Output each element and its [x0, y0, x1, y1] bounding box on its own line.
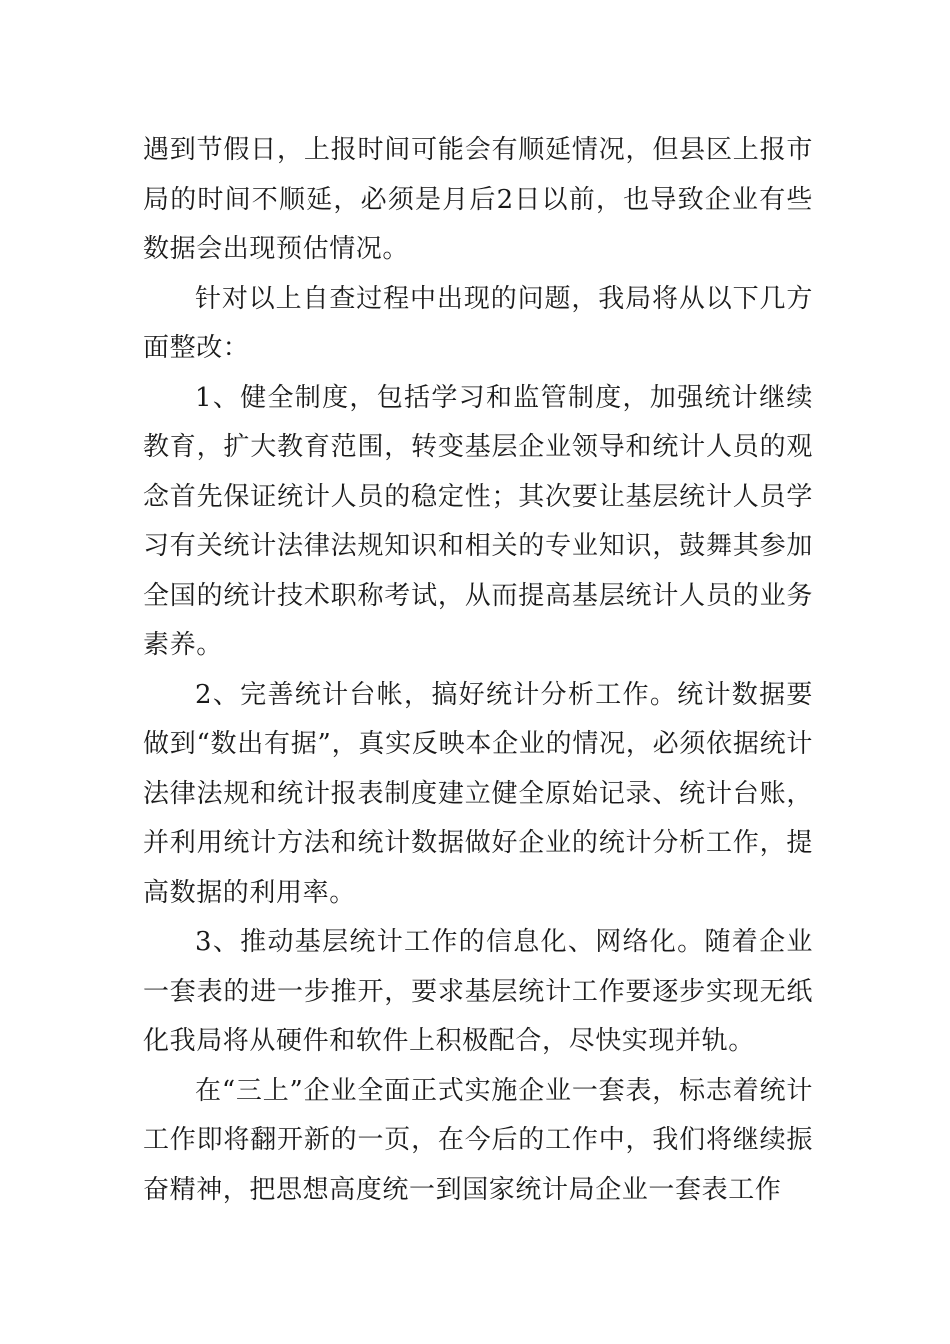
document-body	[143, 126, 813, 1215]
paragraph-conclusion: 在“三上”企业全面正式实施企业一套表，标志着统计工作即将翻开新的一页，在今后的工作中，我们将继续振奋精神，把思想高度统一到国家统计局企业一套表工作	[143, 1075, 813, 1205]
paragraph-continuation: 遇到节假日，上报时间可能会有顺延情况，但县区上报市局的时间不顺延，必须是月后2日以前，也导致企业有些数据会出现预估情况。	[143, 135, 813, 264]
paragraph-item-2: 2、完善统计台帐，搞好统计分析工作。统计数据要做到“数出有据”，真实反映本企业的情况，必须依据统计法律法规和统计报表制度建立健全原始记录、统计台账，并利用统计方法和统计数据做好企业的统计分析工作，提高数据的利用率。	[143, 679, 813, 908]
paragraph-item-3: 3、推动基层统计工作的信息化、网络化。随着企业一套表的进一步推开，要求基层统计工作要逐步实现无纸化我局将从硬件和软件上积极配合，尽快实现并轨。	[143, 927, 813, 1056]
paragraph-item-1: 1、健全制度，包括学习和监管制度，加强统计继续教育，扩大教育范围，转变基层企业领导和统计人员的观念首先保证统计人员的稳定性；其次要让基层统计人员学习有关统计法律法规知识和相关的专业知识，鼓舞其参加全国的统计技术职称考试，从而提高基层统计人员的业务素养。	[143, 382, 813, 660]
paragraph-rectification-intro: 针对以上自查过程中出现的问题，我局将从以下几方面整改：	[143, 283, 813, 363]
